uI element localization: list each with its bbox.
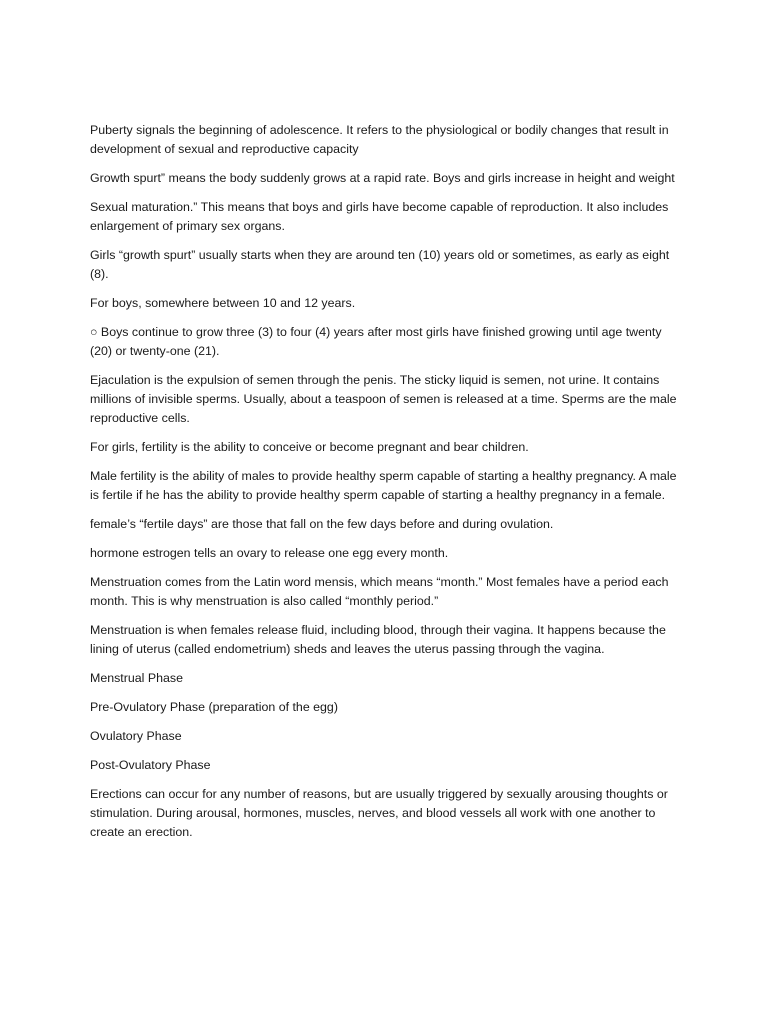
- paragraph-pre-ovulatory-phase: Pre-Ovulatory Phase (preparation of the egg): [90, 700, 338, 714]
- paragraph-ejaculation: Ejaculation is the expulsion of semen through the penis. The sticky liquid is semen, not urine. It contains millions of invisible sperms. Usually, about a teaspoon of semen is released at a time. Sperms are the male reproductive cells.: [90, 373, 677, 425]
- paragraph-growth-spurt: Growth spurt” means the body suddenly grows at a rapid rate. Boys and girls increase in height and weight: [90, 171, 675, 185]
- paragraph-menstruation-definition: Menstruation is when females release fluid, including blood, through their vagina. It happens because the lining of uterus (called endometrium) sheds and leaves the uterus passing through the vagina.: [90, 623, 666, 656]
- paragraph-estrogen: hormone estrogen tells an ovary to release one egg every month.: [90, 546, 449, 560]
- paragraph-fertile-days: female’s “fertile days” are those that fall on the few days before and during ovulation.: [90, 517, 554, 531]
- paragraph-puberty: Puberty signals the beginning of adolescence. It refers to the physiological or bodily changes that result in development of sexual and reproductive capacity: [90, 123, 669, 156]
- paragraph-menstrual-phase: Menstrual Phase: [90, 671, 183, 685]
- paragraph-post-ovulatory-phase: Post-Ovulatory Phase: [90, 758, 211, 772]
- paragraph-male-fertility: Male fertility is the ability of males to provide healthy sperm capable of starting a healthy pregnancy. A male is fertile if he has the ability to provide healthy sperm capable of starting a healthy pregnancy in a female.: [90, 469, 677, 502]
- paragraph-boys-continue: ○ Boys continue to grow three (3) to four (4) years after most girls have finished growing until age twenty (20) or twenty-one (21).: [90, 325, 662, 358]
- paragraph-girls-growth-spurt: Girls “growth spurt” usually starts when they are around ten (10) years old or sometimes, as early as eight (8).: [90, 248, 670, 281]
- paragraph-boys-growth: For boys, somewhere between 10 and 12 years.: [90, 296, 356, 310]
- paragraph-female-fertility: For girls, fertility is the ability to conceive or become pregnant and bear children.: [90, 440, 529, 454]
- document-page: [90, 121, 680, 852]
- paragraph-erections: Erections can occur for any number of reasons, but are usually triggered by sexually arousing thoughts or stimulation. During arousal, hormones, muscles, nerves, and blood vessels all work with one another to create an erection.: [90, 787, 668, 839]
- paragraph-ovulatory-phase: Ovulatory Phase: [90, 729, 182, 743]
- paragraph-sexual-maturation: Sexual maturation.” This means that boys and girls have become capable of reproduction. It also includes enlargement of primary sex organs.: [90, 200, 669, 233]
- paragraph-menstruation-origin: Menstruation comes from the Latin word mensis, which means “month.” Most females have a period each month. This is why menstruation is also called “monthly period.”: [90, 575, 669, 608]
